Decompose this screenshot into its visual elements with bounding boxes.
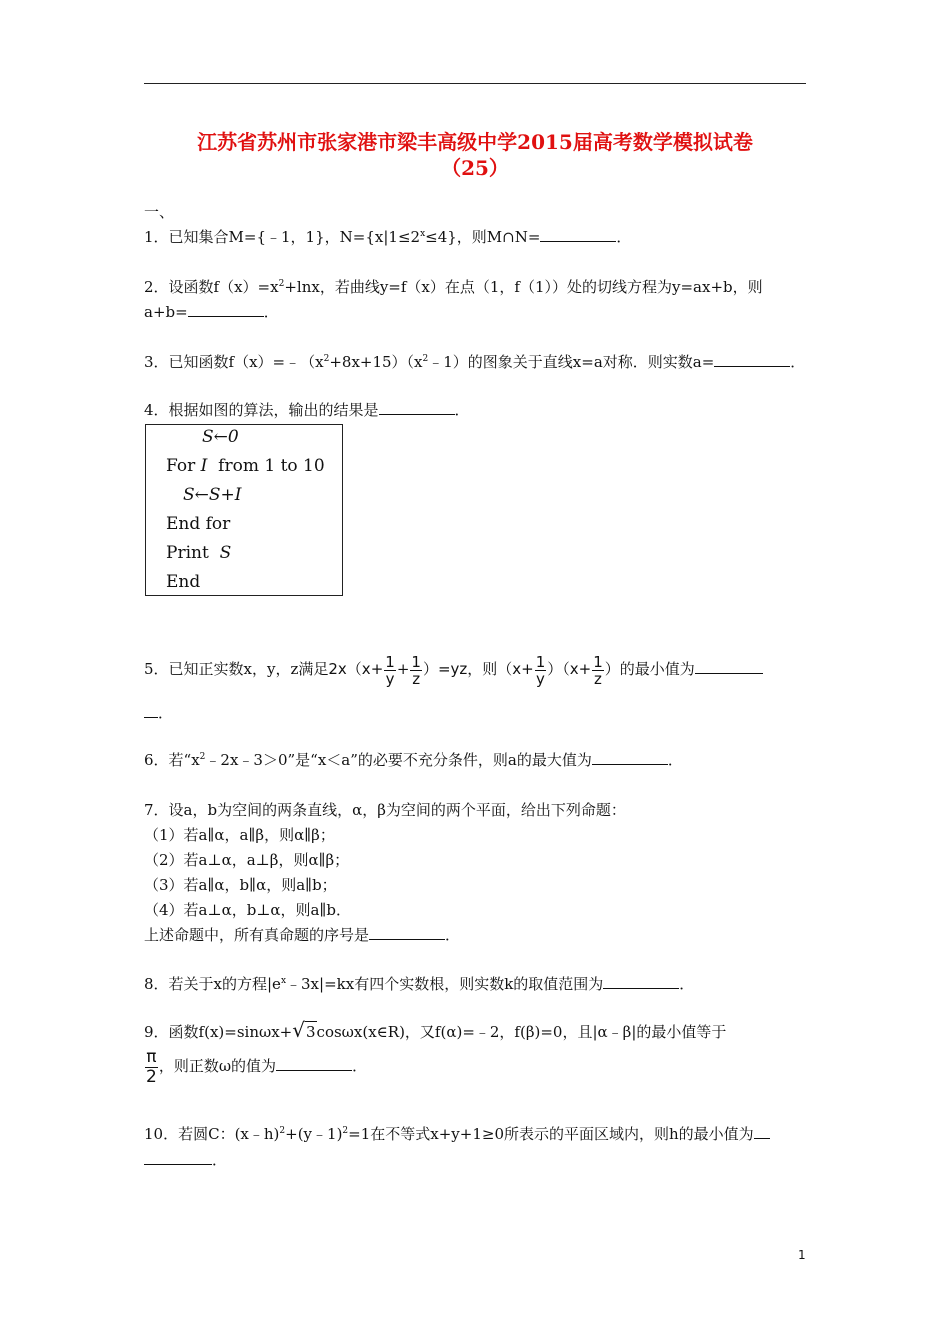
- q3-sup1: 2: [323, 354, 330, 364]
- q7-item-3: （3）若a∥α，b∥α，则a∥b；: [144, 876, 337, 894]
- q10-sup2: 2: [342, 1126, 349, 1136]
- q3-end: ．: [790, 353, 806, 371]
- question-2: [144, 277, 763, 297]
- q6-sup: 2: [199, 752, 206, 762]
- q10-end: ．: [212, 1151, 228, 1169]
- algo-line-1: S←0: [202, 427, 239, 447]
- q10-answer-blank-cont[interactable]: [144, 1150, 212, 1165]
- q5-end: ．: [158, 704, 174, 722]
- q4-end: ．: [454, 401, 470, 419]
- sqrt-icon: √: [292, 1018, 305, 1042]
- q10-text-a: 10．若圆C：(x﹣h): [144, 1125, 280, 1143]
- q7-answer-blank[interactable]: [369, 925, 445, 940]
- page-number: 1: [798, 1248, 806, 1262]
- exam-title-line2: （25）: [441, 156, 509, 180]
- algo-line-5: Print S: [166, 543, 232, 563]
- algo-line-3: S←S+I: [183, 485, 242, 505]
- section-label: 一、: [144, 203, 175, 221]
- question-8: [144, 974, 694, 994]
- q5-answer-blank[interactable]: [695, 659, 763, 674]
- q5-frac-4: $\frac{1}{z}$: [593, 652, 603, 688]
- question-3: [144, 352, 805, 372]
- q10-answer-blank[interactable]: [754, 1124, 770, 1139]
- question-9-cont: [144, 1046, 367, 1087]
- q8-end: ．: [679, 975, 695, 993]
- q3-text-a: 3．已知函数f（x）=﹣（x: [144, 353, 324, 371]
- question-7-intro: 7．设a，b为空间的两条直线，α，β为空间的两个平面，给出下列命题：: [144, 801, 626, 819]
- q5-frac-1: $\frac{1}{y}$: [385, 652, 395, 688]
- q2-sup: 2: [278, 279, 285, 289]
- algo-line-4: End for: [166, 514, 231, 534]
- q9-end: ．: [352, 1057, 368, 1075]
- header-rule: [144, 83, 806, 84]
- question-7-ask: [144, 925, 460, 945]
- q9-frac: $\frac{\pi}{2}$: [146, 1046, 157, 1087]
- q9-text-a: 9．函数f(x)=sinωx+: [144, 1023, 293, 1041]
- q8-text-a: 8．若关于x的方程|e: [144, 975, 281, 993]
- exam-title-line1: 江苏省苏州市张家港市梁丰高级中学2015届高考数学模拟试卷: [197, 130, 753, 154]
- q3-sup2: 2: [422, 354, 429, 364]
- q10-text-c: =1在不等式x+y+1≥0所表示的平面区域内，则h的最小值为: [348, 1125, 754, 1143]
- question-10: [144, 1124, 770, 1144]
- algo-line-6: End: [166, 572, 201, 592]
- q2-end: ．: [263, 303, 279, 321]
- question-4: [144, 400, 470, 420]
- q7-item-1: （1）若a∥α，a∥β，则α∥β；: [144, 826, 335, 844]
- question-1: [144, 227, 631, 247]
- q2-answer-blank[interactable]: [188, 302, 264, 317]
- q2-text-c: a+b=: [144, 303, 188, 321]
- algorithm-box: [145, 424, 343, 596]
- q7-item-4: （4）若a⊥α，b⊥α，则a∥b．: [144, 901, 352, 919]
- q3-text-b: +8x+15）（x: [329, 353, 423, 371]
- q4-answer-blank[interactable]: [379, 400, 455, 415]
- q6-end: ．: [667, 751, 683, 769]
- q6-text-b: ﹣2x﹣3＞0”是“x＜a”的必要不充分条件，则a的最大值为: [205, 751, 592, 769]
- q1-sup: x: [420, 229, 426, 239]
- q3-answer-blank[interactable]: [714, 352, 790, 367]
- q8-text-b: ﹣3x|=kx有四个实数根，则实数k的取值范围为: [286, 975, 604, 993]
- q1-text: 1．已知集合M={﹣1，1}，N={x|1≤2: [144, 228, 421, 246]
- q7-ask-text: 上述命题中，所有真命题的序号是: [144, 926, 370, 944]
- q10-sup1: 2: [279, 1126, 286, 1136]
- q5-text-d: ）（x+: [547, 660, 592, 678]
- q2-text-a: 2．设函数f（x）=x: [144, 278, 279, 296]
- q9-text-b: cosωx(x∈R)，又f(α)=﹣2，f(β)=0，且|α﹣β|的最小值等于: [316, 1023, 727, 1041]
- q9-root: 3: [306, 1023, 316, 1041]
- question-10-cont: [144, 1150, 227, 1170]
- q6-answer-blank[interactable]: [592, 750, 668, 765]
- q5-text-c: ）=yz，则（x+: [422, 660, 534, 678]
- question-5-cont: [144, 703, 173, 723]
- q8-answer-blank[interactable]: [603, 974, 679, 989]
- q1-text2: ≤4}，则M∩N=: [425, 228, 541, 246]
- q5-text-a: 5．已知正实数x，y，z满足: [144, 660, 329, 678]
- q7-item-2: （2）若a⊥α，a⊥β，则α∥β；: [144, 851, 350, 869]
- q1-answer-blank[interactable]: [540, 227, 616, 242]
- q2-text-b: +lnx，若曲线y=f（x）在点（1，f（1））处的切线方程为y=ax+b，则: [284, 278, 763, 296]
- question-9: [144, 1020, 726, 1042]
- q9-answer-blank[interactable]: [276, 1056, 352, 1071]
- question-2-cont: [144, 302, 279, 322]
- q5-answer-blank-cont[interactable]: [144, 703, 158, 718]
- q5-frac-3: $\frac{1}{y}$: [535, 652, 546, 688]
- question-5: [144, 652, 763, 687]
- q9-text-c: ，则正数ω的值为: [158, 1057, 277, 1075]
- q5-plus: +: [396, 660, 410, 678]
- question-6: [144, 750, 683, 770]
- q6-text-a: 6．若“x: [144, 751, 200, 769]
- q10-text-b: +(y﹣1): [285, 1125, 343, 1143]
- q1-end: ．: [616, 228, 632, 246]
- algo-line-2: For I from 1 to 10: [166, 456, 325, 476]
- q5-text-b: 2x（x+: [328, 660, 384, 678]
- q5-frac-2: $\frac{1}{z}$: [411, 652, 421, 688]
- q4-text: 4．根据如图的算法，输出的结果是: [144, 401, 379, 419]
- q8-sup: x: [280, 976, 287, 986]
- q5-text-e: ）的最小值为: [604, 660, 695, 678]
- q3-text-c: ﹣1）的图象关于直线x=a对称．则实数a=: [428, 353, 715, 371]
- q7-end: ．: [445, 926, 461, 944]
